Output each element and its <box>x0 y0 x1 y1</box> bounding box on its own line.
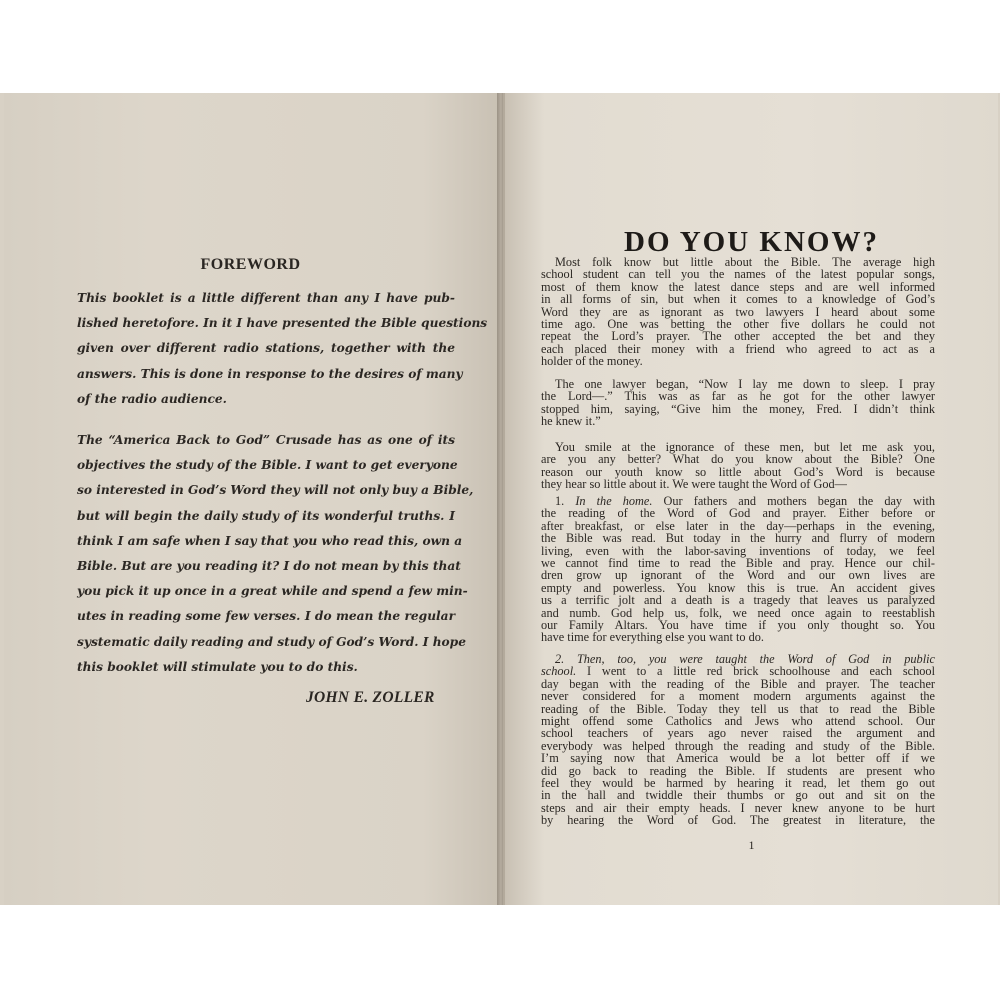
text-line: each placed their money with a friend who agreed to act as a <box>541 341 935 356</box>
text-line: in all forms of sin, but when it comes to a knowledge of God’s <box>541 292 935 307</box>
text-line: steps and air their empty heads. I never knew anyone to be hurt <box>541 800 935 815</box>
italic-heading: school. <box>541 664 577 679</box>
page-number: 1 <box>748 838 755 852</box>
text-line: The one lawyer began, “Now I lay me down to sleep. I pray <box>555 377 935 391</box>
text-line: so interested in God’s Word they will not only buy a Bible, <box>77 483 474 498</box>
foreword-title: FOREWORD <box>200 256 301 273</box>
list-number: 1. <box>555 494 576 508</box>
text-line: in the hall and twiddle their thumbs or go out and sit on the <box>541 788 935 803</box>
text-line: after breakfast, or else later in the day—perhaps in the evening, <box>541 518 935 533</box>
text-line: us a terrific jolt and a death is a tragedy that leaves us paralyzed <box>541 593 935 608</box>
text-run: I went to a little red brick schoolhouse and each school <box>576 664 935 679</box>
foreword-signature: JOHN E. ZOLLER <box>306 689 435 706</box>
text-line: reason our youth know so little about God’s Word is because <box>541 464 935 479</box>
text-line: This booklet is a little different than any I have pub- <box>77 291 455 305</box>
text-line: Bible. But are you reading it? I do not mean by this that <box>77 559 461 574</box>
text-line: but will begin the daily study of its wonderful truths. I <box>77 508 455 523</box>
text-line: lished heretofore. In it I have presented the Bible questions <box>77 316 488 331</box>
text-line: reading of the Bible. Today they tell us that to read the Bible <box>541 701 935 716</box>
text-line: I’m saying now that America would be a lot better off if we <box>541 751 935 766</box>
text-line: given over different radio stations, together with the <box>77 341 455 356</box>
foreword-paragraph-2 <box>77 428 474 680</box>
text-line: are you any better? What do you know about the Bible? One <box>541 452 935 467</box>
text-line: never considered for a moment modern arguments against the <box>541 689 935 704</box>
text-line: You smile at the ignorance of these men, but let me ask you, <box>555 440 935 454</box>
text-line: day began with the reading of the Bible and prayer. The teacher <box>541 676 935 691</box>
text-line: systematic daily reading and study of God’s Word. I hope <box>77 634 466 649</box>
text-line: this booklet will stimulate you to do this. <box>77 659 358 674</box>
italic-heading: In the home. <box>575 494 653 508</box>
text-line: the Bible was read. But today in the hurry and flurry of modern <box>541 531 935 546</box>
text-line: you pick it up once in a great while and spend a few min- <box>77 584 468 599</box>
text-line: they hear so little about it. We were taught the Word of God— <box>541 477 847 492</box>
text-line: The “America Back to God” Crusade has as one of its <box>77 433 455 447</box>
text-line: living, even with the labor-saving inventions of today, we feel <box>541 543 935 558</box>
text-line: objectives the study of the Bible. I want to get everyone <box>77 458 458 473</box>
text-line <box>541 665 935 677</box>
text-line: of the radio audience. <box>77 391 227 406</box>
text-line: we cannot find time to read the Bible and pray. Hence our chil- <box>541 556 935 571</box>
text-line: most of them know the latest dance steps and are well informed <box>541 279 935 294</box>
italic-heading: 2. Then, too, you were taught the Word of God in public <box>555 652 935 666</box>
chapter-title: DO YOU KNOW? <box>624 226 879 258</box>
text-line: everybody was helped through the reading and study of the Bible. <box>541 738 935 753</box>
text-line: repeat the Lord’s prayer. The other accepted the bet and they <box>541 329 935 344</box>
right-page-chapter <box>503 93 998 905</box>
text-line: did go back to reading the Bible. If students are present who <box>541 763 935 778</box>
chapter-paragraph-2 <box>541 378 935 428</box>
text-line: feel they would be harmed by hearing it read, let them go out <box>541 776 935 791</box>
text-line: answers. This is done in response to the desires of many <box>77 366 463 381</box>
foreword-paragraph-1 <box>77 286 488 412</box>
text-line: our Family Altars. You have time if you only thought so. You <box>541 618 935 633</box>
chapter-paragraph-3 <box>541 441 935 491</box>
text-line: the reading of the Word of God and prayer. Either before or <box>541 506 935 521</box>
text-line: Word they are as ignorant as two lawyers I heard about some <box>541 304 935 319</box>
text-line: by hearing the Word of God. The greatest in literature, the <box>541 813 935 828</box>
text-line: time ago. One was betting the other five dollars he could not <box>541 317 935 332</box>
text-line: might offend some Catholics and Jews who attend school. Our <box>541 714 935 729</box>
chapter-paragraph-5 <box>541 653 935 827</box>
text-line: empty and powerless. You know this is true. An accident gives <box>541 580 935 595</box>
text-line: have time for everything else you want to do. <box>541 630 764 645</box>
text-line: and numb. God help us, folk, we need once again to reestablish <box>541 605 935 620</box>
text-line: utes in reading some few verses. I do mean the regular <box>77 609 455 624</box>
text-line: Most folk know but little about the Bible. The average high <box>555 255 935 269</box>
text-line: dren grow up ignorant of the Word and our own lives are <box>541 568 935 583</box>
text-line: he knew it.” <box>541 414 601 429</box>
text-line: the Lord—.” This was as far as he got for the other lawyer <box>541 389 935 404</box>
text-line: stopped him, saying, “Give him the money, Fred. I didn’t think <box>541 401 935 416</box>
chapter-paragraph-4 <box>541 495 935 644</box>
text-line: think I am safe when I say that you who read this, own a <box>77 533 463 548</box>
text-line: school student can tell you the names of the latest popular songs, <box>541 267 935 282</box>
text-line: holder of the money. <box>541 354 643 369</box>
chapter-paragraph-1 <box>541 256 935 368</box>
left-page-foreword <box>4 93 498 905</box>
text-line: school teachers of years ago never raised the argument and <box>541 726 935 741</box>
text-run: Our fathers and mothers began the day with <box>652 494 936 508</box>
